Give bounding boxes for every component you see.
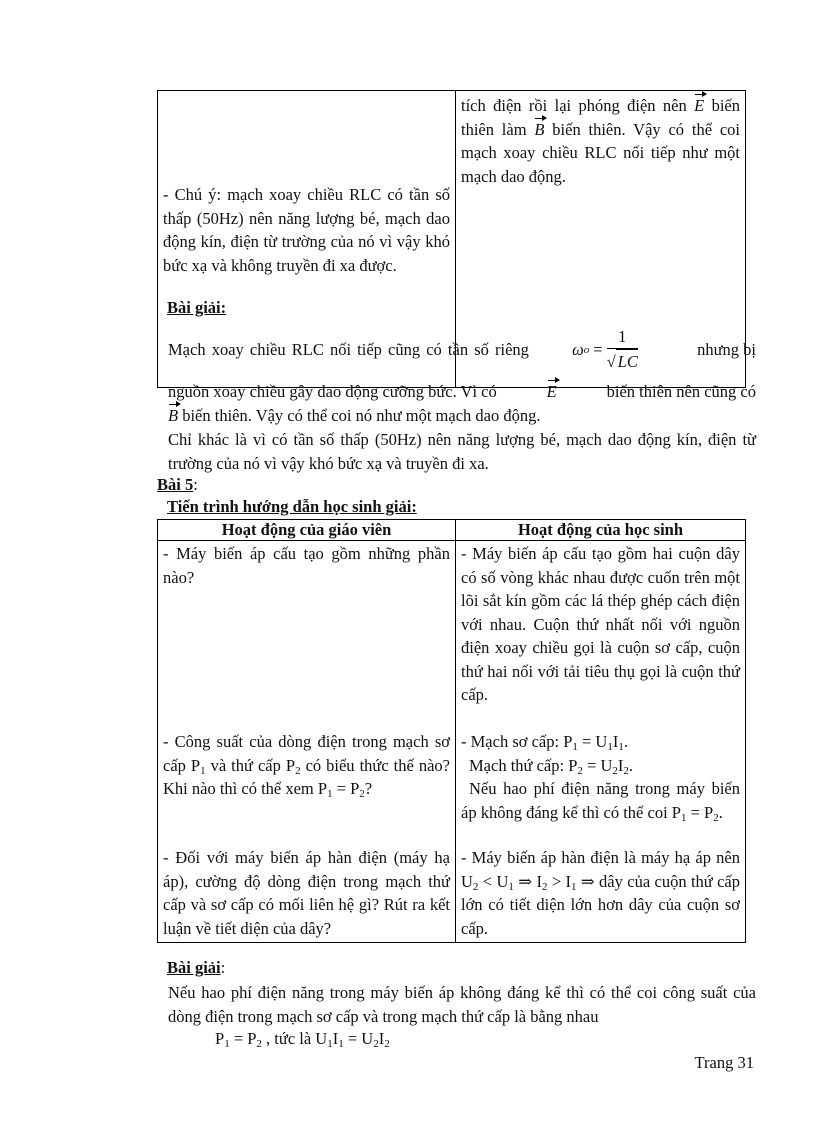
- question-1: - Máy biến áp cấu tạo gồm những phần nào?: [163, 544, 450, 587]
- teacher-cell: [158, 541, 456, 943]
- fraction-numerator: 1: [607, 326, 638, 349]
- vector-b: B: [534, 118, 544, 142]
- header-teacher: Hoạt động của giáo viên: [158, 520, 456, 541]
- solution4-line1: [168, 326, 756, 374]
- solution4-line1-after: nhưng bị: [697, 340, 756, 359]
- vector-b-inline: B: [168, 404, 178, 428]
- vector-e-inline: E: [547, 380, 557, 404]
- note-text: - Chú ý: mạch xoay chiều RLC có tần số thấp (50Hz) nên năng lượng bé, mạch dao động kín, điện từ trường của nó vì vậy khó bức xạ và không truyền đi xa được.: [163, 185, 450, 275]
- solution4-heading: Bài giải:: [167, 298, 227, 317]
- right-text-2: biến thiên làm: [461, 96, 740, 139]
- question-3: - Đối với máy biến áp hàn điện (máy hạ áp), cường độ dòng điện trong mạch thứ cấp và sơ cấp có mối liên hệ gì? Rút ra kết luận về tiết diện của dây?: [163, 848, 450, 938]
- solution4-line2: [168, 380, 756, 404]
- solution4-line3: [168, 404, 756, 428]
- bai5-heading: [157, 475, 198, 495]
- solution5-text: Nếu hao phí điện năng trong máy biến áp không đáng kể thì có thể coi công suất của dòng điện trong mạch sơ cấp và trong mạch thứ cấp là bằng nhau: [168, 983, 756, 1026]
- table-header-row: [158, 520, 746, 541]
- bai5-subheading: Tiến trình hướng dẫn học sinh giải:: [167, 497, 417, 516]
- vector-e: E: [694, 94, 704, 118]
- equals-sign: =: [593, 340, 603, 359]
- solution5-heading: [167, 958, 225, 978]
- student-cell: [456, 541, 746, 943]
- page-number: Trang 31: [694, 1053, 754, 1072]
- table-row: [158, 541, 746, 943]
- solution4-line2-b: biến thiên nên cũng có: [606, 382, 756, 401]
- solution4-line4: Chỉ khác là vì có tần số thấp (50Hz) nên năng lượng bé, mạch dao động kín, điện từ trường của nó vì vậy khó bức xạ và truyền đi xa.: [168, 430, 756, 473]
- solution5-colon: :: [220, 958, 226, 977]
- solution4-line3-text: biến thiên. Vậy có thể coi nó như một mạch dao động.: [182, 406, 541, 425]
- answer-2: - Mạch sơ cấp: $P_1 = U_1I_1$. Mạch thứ cấp: $P_2 = U_2I_2$. Nếu hao phí điện năng trong máy biến áp không đáng kể thì có thể coi $P_1 = P_2$.: [461, 732, 740, 824]
- solution5-title: Bài giải: [167, 958, 221, 977]
- solution4-line2-a: nguồn xoay chiều gây dao động cưỡng bức. Vì có: [168, 382, 497, 401]
- answer-3: - Máy biến áp hàn điện là máy hạ áp nên $U_2 < U_1$ ⇒ $I_2 > I_1$ ⇒ dây của cuộn thứ cấp lớn có tiết diện lớn hơn dây của cuộn sơ cấp.: [461, 848, 740, 938]
- header-student: Hoạt động của học sinh: [456, 520, 746, 541]
- fraction-denominator: LC: [616, 349, 638, 374]
- right-text-3: biến thiên. Vậy có thể coi mạch xoay chiều RLC nối tiếp như một mạch dao động.: [461, 119, 740, 186]
- answer-1: - Máy biến áp cấu tạo gồm hai cuộn dây có số vòng khác nhau được cuốn trên một lõi sắt kín gồm các lá thép ghép cách điện với nhau. Cuộn thứ nhất nối với nguồn điện xoay chiều gọi là cuộn sơ cấp, cuộn thứ hai nối với tải tiêu thụ gọi là cuộn thứ cấp.: [461, 544, 740, 704]
- omega-symbol: ω: [572, 340, 584, 359]
- fraction: $\frac{1}{√ LC}$: [607, 326, 638, 374]
- omega-formula: ω o = $\frac{1}{√ LC}$: [572, 326, 638, 374]
- bai5-colon: :: [193, 475, 198, 494]
- right-text-1: tích điện rồi lại phóng điện nên: [461, 96, 695, 115]
- activity-table: [157, 519, 746, 943]
- solution5-equation: $P_1 = P_2$ , tức là $U_1I_1 = U_2I_2$: [215, 1029, 390, 1050]
- question-2: - Công suất của dòng điện trong mạch sơ cấp $P_1$ và thứ cấp $P_2$ có biểu thức thế nào? Khi nào thì có thể xem $P_1 = P_2$?: [163, 732, 450, 800]
- solution4-line1-before: Mạch xoay chiều RLC nối tiếp cũng có tần số riêng: [168, 340, 529, 359]
- bai5-title: Bài 5: [157, 475, 194, 494]
